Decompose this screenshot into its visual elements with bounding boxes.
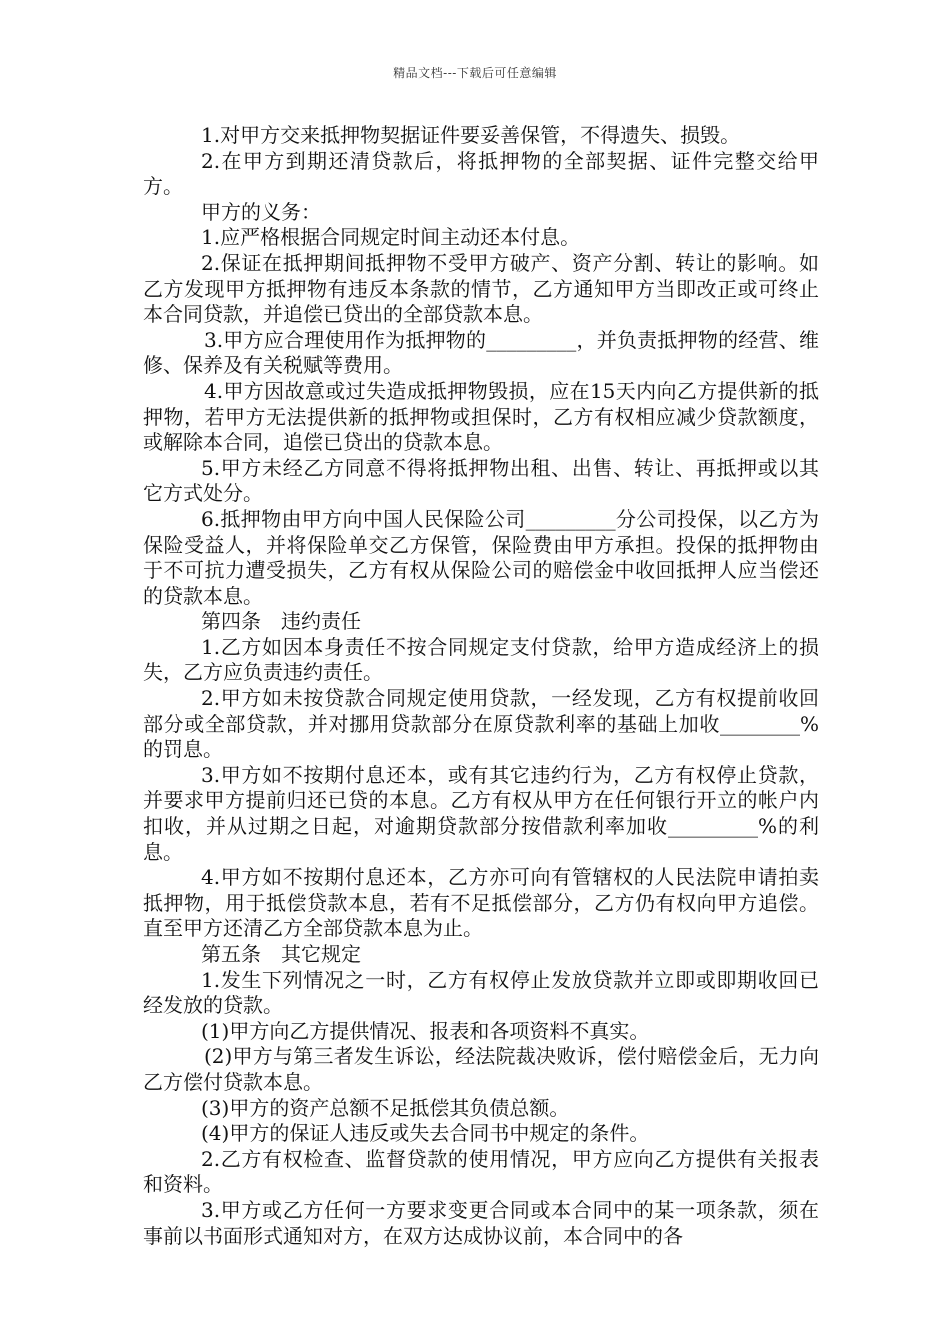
paragraph: 1.对甲方交来抵押物契据证件要妥善保管，不得遗失、损毁。 (201, 123, 741, 147)
paragraph: 1.应严格根据合同规定时间主动还本付息。 (201, 225, 581, 250)
paragraph: 1.乙方如因本身责任不按合同规定支付贷款，给甲方造成经济上的损失，乙方应负责违约责任。 (143, 634, 819, 685)
list-item: (4)甲方的保证人违反或失去合同书中规定的条件。 (201, 1121, 650, 1146)
paragraph: 6.抵押物由甲方向中国人民保险公司_________分公司投保，以乙方为保险受益人，并将保险单交乙方保管，保险费由甲方承担。投保的抵押物由于不可抗力遭受损失，乙方有权从保险公司的赔偿金中收回抵押人应当偿还的贷款本息。 (143, 506, 819, 608)
list-item: (1)甲方向乙方提供情况、报表和各项资料不真实。 (201, 1018, 650, 1043)
paragraph: 3.甲方或乙方任何一方要求变更合同或本合同中的某一项条款，须在事前以书面形式通知对方，在双方达成协议前，本合同中的各 (143, 1197, 819, 1248)
contract-body (143, 123, 819, 1249)
paragraph: 5.甲方未经乙方同意不得将抵押物出租、出售、转让、再抵押或以其它方式处分。 (143, 455, 819, 506)
paragraph: 4.甲方如不按期付息还本，乙方亦可向有管辖权的人民法院申请拍卖抵押物，用于抵偿贷款本息，若有不足抵偿部分，乙方仍有权向甲方追偿。直至甲方还清乙方全部贷款本息为止。 (143, 865, 819, 941)
paragraph: 3.甲方如不按期付息还本，或有其它违约行为，乙方有权停止贷款，并要求甲方提前归还已贷的本息。乙方有权从甲方在任何银行开立的帐户内扣收，并从过期之日起，对逾期贷款部分按借款利率加收_________%的利息。 (143, 762, 819, 864)
paragraph: 2.在甲方到期还清贷款后，将抵押物的全部契据、证件完整交给甲方。 (143, 148, 819, 199)
section-heading: 甲方的义务： (201, 199, 321, 224)
paragraph: 2.乙方有权检查、监督贷款的使用情况，甲方应向乙方提供有关报表和资料。 (143, 1146, 819, 1197)
article-heading: 第四条 违约责任 (201, 609, 361, 634)
article-heading: 第五条 其它规定 (201, 942, 361, 966)
paragraph: 2.保证在抵押期间抵押物不受甲方破产、资产分割、转让的影响。如乙方发现甲方抵押物有违反本条款的情节，乙方通知甲方当即改正或可终止本合同贷款，并追偿已贷出的全部贷款本息。 (143, 250, 819, 327)
paragraph: 4.甲方因故意或过失造成抵押物毁损，应在15天内向乙方提供新的抵押物，若甲方无法提供新的抵押物或担保时，乙方有权相应减少贷款额度，或解除本合同，追偿已贷出的贷款本息。 (143, 378, 819, 455)
page-header: 精品文档---下载后可任意编辑 (393, 66, 557, 80)
paragraph: 3.甲方应合理使用作为抵押物的_________，并负责抵押物的经营、维修、保养及有关税赋等费用。 (143, 327, 819, 378)
list-item: (2)甲方与第三者发生诉讼，经法院裁决败诉，偿付赔偿金后，无力向乙方偿付贷款本息。 (143, 1044, 819, 1094)
list-item: (3)甲方的资产总额不足抵偿其负债总额。 (201, 1095, 570, 1120)
paragraph: 1.发生下列情况之一时，乙方有权停止发放贷款并立即或即期收回已经发放的贷款。 (143, 967, 819, 1018)
paragraph: 2.甲方如未按贷款合同规定使用贷款，一经发现，乙方有权提前收回部分或全部贷款，并对挪用贷款部分在原贷款利率的基础上加收________%的罚息。 (143, 686, 819, 762)
